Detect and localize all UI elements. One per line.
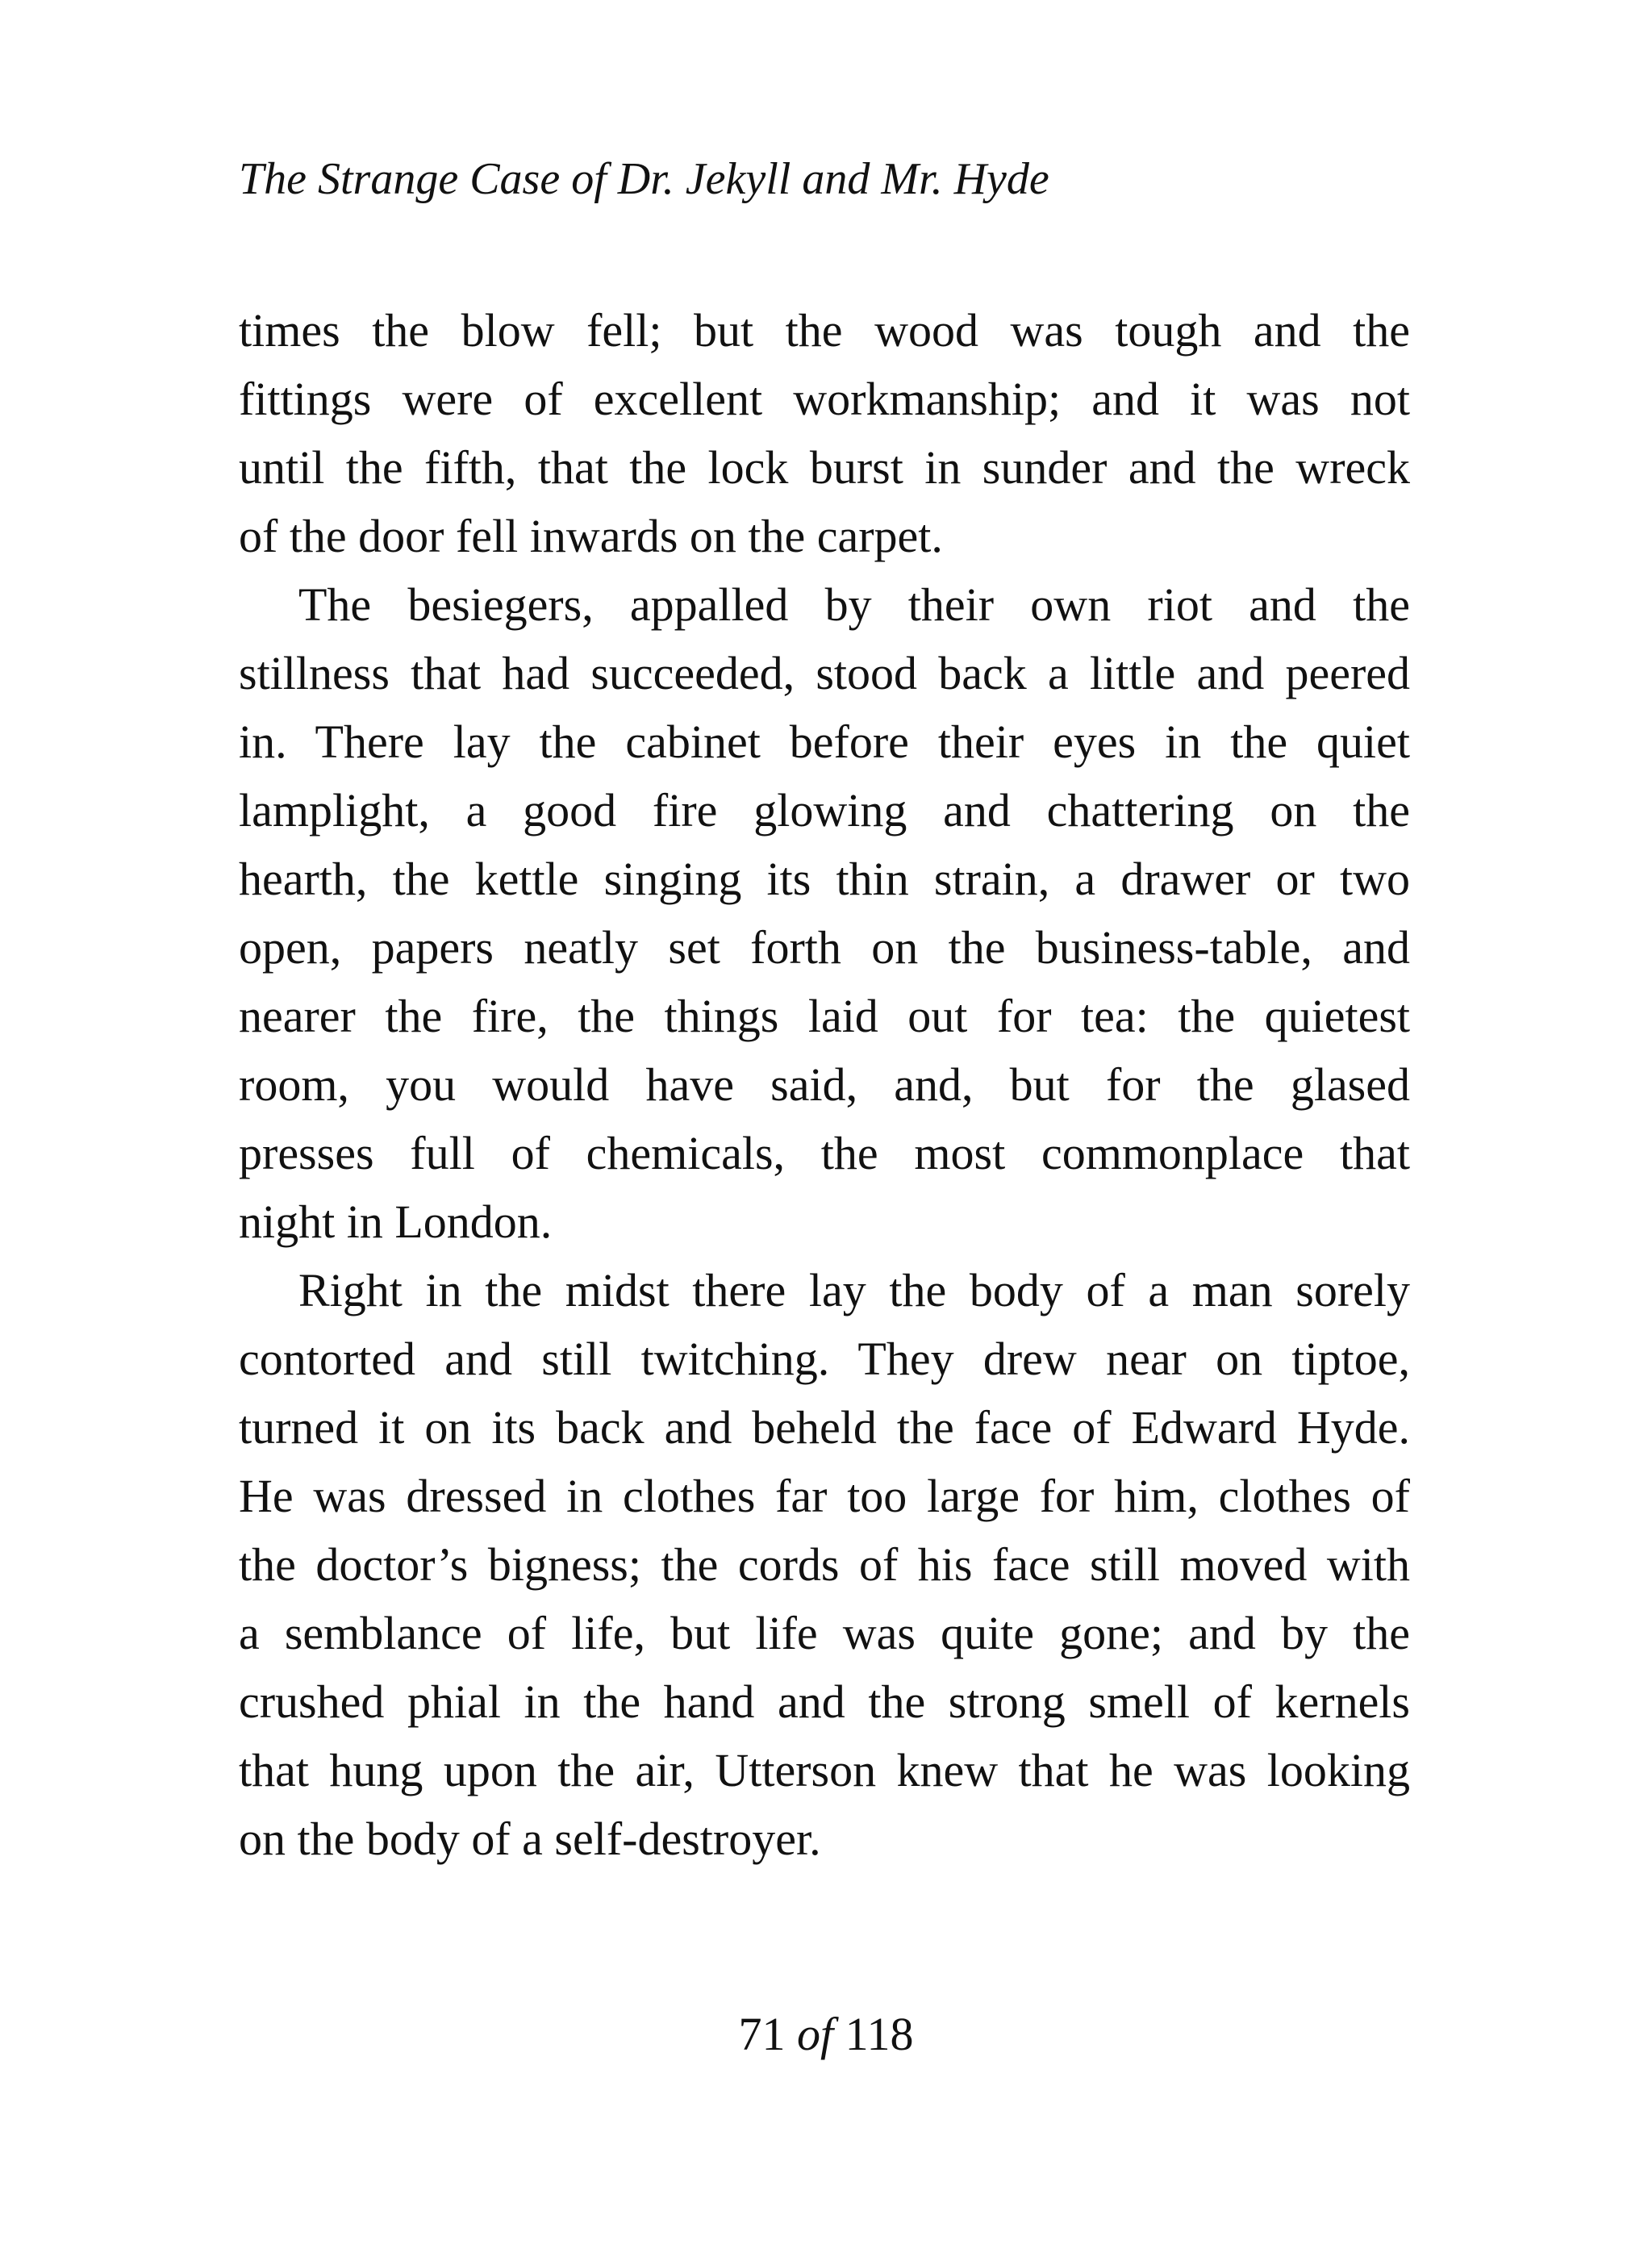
text-line: stillness that had succeeded, stood back a little and peered (239, 647, 1410, 699)
text-line: until the fifth, that the lock burst in sunder and the wreck (239, 441, 1410, 494)
paragraph-1 (239, 296, 1410, 570)
text-line: Right in the midst there lay the body of a man sorely (298, 1264, 1410, 1316)
text-line: that hung upon the air, Utterson knew that he was looking (239, 1744, 1410, 1796)
text-line: times the blow fell; but the wood was tough and the (239, 304, 1410, 357)
text-line: crushed phial in the hand and the strong smell of kernels (239, 1675, 1410, 1728)
text-line: the doctor’s bigness; the cords of his face still moved with (239, 1538, 1410, 1591)
text-line: open, papers neatly set forth on the business-table, and (239, 921, 1410, 974)
page-of-label: of (797, 2008, 834, 2060)
total-page-count: 118 (845, 2008, 914, 2060)
text-line: turned it on its back and beheld the face of Edward Hyde. (239, 1401, 1410, 1454)
text-line: The besiegers, appalled by their own riot and the (298, 578, 1410, 631)
text-line: night in London. (239, 1195, 553, 1248)
text-line: a semblance of life, but life was quite gone; and by the (239, 1607, 1410, 1659)
running-header-title: The Strange Case of Dr. Jekyll and Mr. Hyde (239, 154, 1049, 204)
paragraph-3 (239, 1256, 1410, 1873)
text-line: presses full of chemicals, the most commonplace that (239, 1127, 1410, 1179)
text-line: fittings were of excellent workmanship; and it was not (239, 373, 1410, 425)
text-line: He was dressed in clothes far too large for him, clothes of (239, 1470, 1410, 1522)
text-line: room, you would have said, and, but for the glased (239, 1058, 1410, 1111)
current-page-number: 71 (738, 2008, 786, 2060)
page-number-footer (0, 2005, 1652, 2063)
text-line: hearth, the kettle singing its thin strain, a drawer or two (239, 853, 1410, 905)
paragraph-2 (239, 570, 1410, 1256)
body-text (239, 296, 1410, 1873)
text-line: in. There lay the cabinet before their eyes in the quiet (239, 716, 1410, 768)
text-line: contorted and still twitching. They drew near on tiptoe, (239, 1333, 1410, 1385)
text-line: nearer the fire, the things laid out for tea: the quietest (239, 990, 1410, 1042)
text-line: of the door fell inwards on the carpet. (239, 510, 943, 562)
text-line: lamplight, a good fire glowing and chattering on the (239, 784, 1410, 837)
text-line: on the body of a self-destroyer. (239, 1813, 821, 1865)
